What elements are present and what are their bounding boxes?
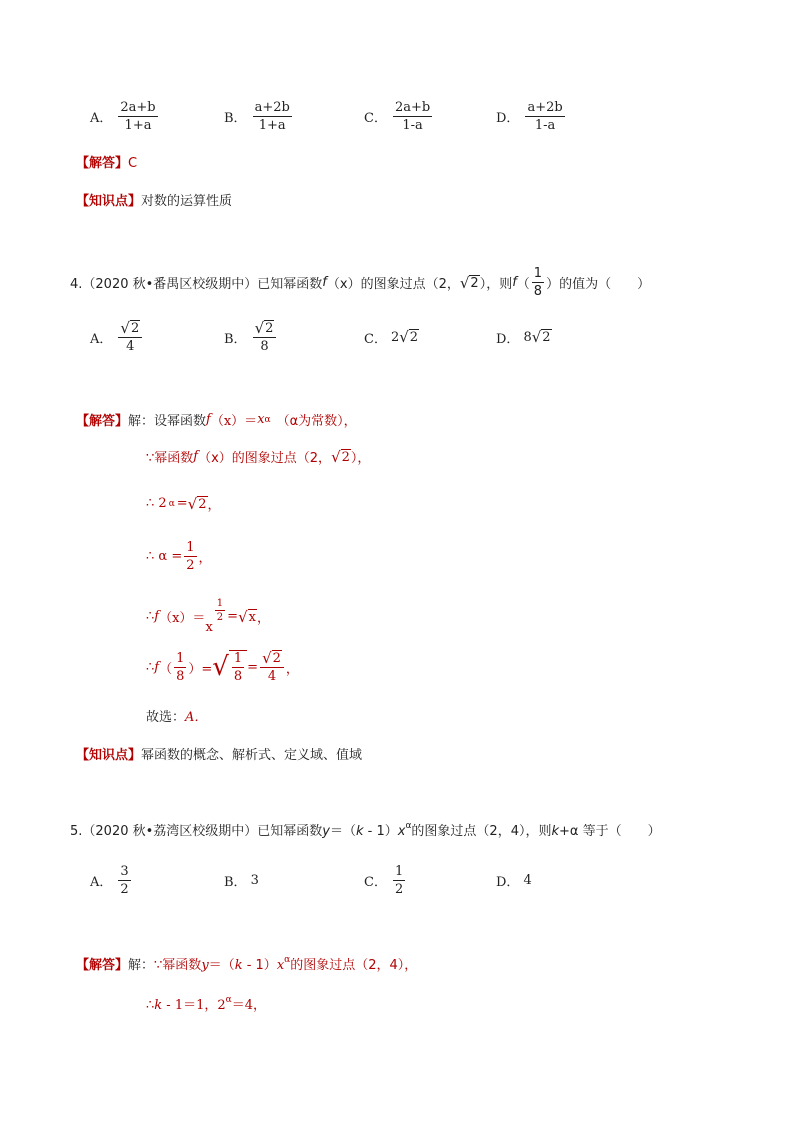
fraction-numerator: 2a+b	[120, 99, 156, 115]
solution-text: =	[247, 659, 259, 675]
option-label: C．	[364, 331, 387, 347]
fraction	[184, 540, 196, 573]
radicand: x	[248, 609, 256, 625]
solution-f: f	[193, 449, 199, 464]
solution-var: k	[234, 958, 243, 973]
solution-text: ∴	[146, 998, 155, 1013]
option-label: A．	[90, 110, 113, 126]
q5-option-a[interactable]	[90, 860, 133, 900]
fraction-denominator: 8	[533, 284, 543, 299]
fraction-denominator: 1-a	[402, 117, 423, 133]
fraction-numerator: 1	[216, 598, 224, 609]
fraction-numerator: √ 2	[253, 320, 277, 338]
option-label: D．	[496, 110, 520, 126]
fraction-numerator: √ 2	[260, 650, 284, 668]
fraction	[232, 651, 244, 684]
option-label: B．	[224, 331, 247, 347]
q5-option-c[interactable]	[364, 860, 407, 900]
fraction-numerator: a+2b	[254, 99, 290, 115]
option-value: 4	[523, 872, 532, 888]
solution-f: f	[154, 609, 160, 624]
conclusion-answer: A．	[185, 710, 208, 725]
q5-stem	[70, 820, 661, 839]
sqrt-expression: √ 2	[187, 494, 207, 513]
q4-solution-line-2	[146, 494, 221, 513]
solution-x: x	[257, 412, 265, 427]
fraction-denominator: 8	[233, 669, 243, 684]
solution-text: （x）的图象过点（2，	[198, 451, 332, 466]
fraction-denominator: 4	[267, 669, 277, 684]
solution-text: ∴ α =	[146, 549, 183, 564]
radicand: 2	[409, 330, 419, 345]
fraction	[393, 864, 405, 897]
option-label: D．	[496, 874, 520, 890]
solution-text: （x）＝	[159, 611, 206, 626]
solution-text: ∵幂函数	[154, 958, 202, 973]
q5-option-d[interactable]	[496, 860, 532, 900]
option-value: 3	[250, 872, 259, 888]
solution-var: k	[154, 998, 163, 1013]
stem-var: k	[551, 824, 559, 839]
q3-option-a[interactable]	[90, 96, 160, 136]
fraction	[253, 320, 277, 354]
fraction-numerator: 1	[394, 863, 404, 879]
solution-text: =	[227, 609, 239, 624]
fraction-numerator: √ 2	[118, 320, 142, 338]
q5-solution-intro	[76, 954, 417, 973]
q4-option-a[interactable]	[90, 317, 144, 357]
radicand: 2	[470, 275, 479, 291]
solution-text: （x）＝	[210, 414, 258, 429]
radicand: 2	[341, 449, 350, 465]
sqrt-expression: √ 2	[399, 328, 419, 346]
fraction-denominator: 2	[394, 881, 404, 897]
solution-text: ）=	[188, 661, 213, 677]
superscript: α	[405, 821, 412, 831]
fraction-numerator: 1	[233, 651, 243, 666]
fraction	[118, 100, 157, 133]
q4-option-c[interactable]	[364, 317, 419, 357]
knowledge-text: 幂函数的概念、解析式、定义域、值域	[141, 748, 363, 763]
q4-conclusion	[146, 706, 207, 725]
answer-tag: 【解答】	[76, 414, 129, 429]
solution-f: f	[206, 412, 211, 427]
solution-text: ＝（	[208, 958, 235, 973]
solution-text: （	[159, 661, 173, 677]
option-label: C．	[364, 110, 387, 126]
fraction	[253, 100, 292, 133]
knowledge-tag: 【知识点】	[76, 194, 142, 209]
fraction-numerator: 3	[120, 863, 129, 879]
q3-option-c[interactable]	[364, 96, 434, 136]
option-label: B．	[224, 110, 247, 126]
q4-stem	[70, 266, 650, 299]
fraction	[532, 266, 544, 299]
radicand: 2	[265, 321, 274, 336]
stem-text: ），则	[479, 277, 513, 292]
conclusion-text: 故选：	[146, 710, 186, 725]
fraction	[260, 650, 284, 684]
q4-solution-line-3	[146, 540, 212, 573]
solution-text: （α为常数），	[276, 414, 357, 429]
option-label: D．	[496, 331, 520, 347]
stem-text: ＝（	[330, 824, 357, 839]
fraction-denominator: 8	[260, 339, 269, 354]
fraction-denominator: 2	[216, 612, 224, 623]
solution-text: ＝4，	[231, 998, 267, 1013]
fraction-denominator: 2	[120, 881, 129, 897]
q5-solution-line-2	[146, 994, 266, 1013]
solution-text: ∴	[146, 659, 155, 675]
answer-tag: 【解答】	[76, 958, 129, 973]
answer-value: C	[128, 156, 138, 171]
fraction-denominator: 1-a	[534, 117, 556, 133]
radicand	[229, 650, 247, 684]
fraction	[118, 864, 130, 897]
stem-text: 5.（2020 秋•荔湾区校级期中）已知幂函数	[70, 824, 323, 839]
fraction-numerator: a+2b	[527, 99, 563, 115]
stem-text: 的图象过点（2，4），则	[411, 824, 552, 839]
q3-knowledge-point	[76, 190, 232, 209]
option-label: A．	[90, 874, 113, 890]
radicand: 2	[130, 321, 140, 336]
fraction-numerator: 1	[533, 266, 543, 281]
option-label: B．	[224, 874, 247, 890]
solution-text: ∴	[146, 609, 155, 624]
sqrt-expression: √ $\frac{1}{8}$	[212, 650, 247, 684]
fraction-denominator: 2	[186, 558, 195, 573]
sqrt-expression: √ 2	[331, 447, 350, 466]
fraction-exponent	[215, 598, 225, 623]
superscript: α	[225, 995, 232, 1005]
q4-knowledge-point	[76, 744, 362, 763]
q4-option-d[interactable]	[496, 317, 552, 357]
coefficient: 2	[390, 329, 400, 345]
sqrt-expression: √ x	[238, 607, 256, 626]
fraction	[118, 320, 142, 354]
q3-option-b[interactable]	[224, 96, 294, 136]
stem-text: （x）的图象过点（2，	[326, 277, 460, 292]
fraction-numerator: 1	[186, 540, 195, 555]
knowledge-tag: 【知识点】	[76, 748, 142, 763]
superscript: α	[284, 955, 291, 965]
q4-option-b[interactable]	[224, 317, 278, 357]
solution-text: 解：	[128, 958, 155, 973]
coefficient: 8	[523, 329, 532, 345]
solution-text: - 1＝1，2	[162, 998, 226, 1013]
superscript: α	[168, 498, 175, 509]
power-expression	[205, 598, 227, 635]
solution-text: ），	[350, 451, 371, 466]
q4-solution-line-4	[146, 598, 270, 635]
solution-text: =	[176, 496, 188, 511]
stem-text: +α 等于（ ）	[559, 824, 661, 839]
fraction-numerator: 2a+b	[394, 99, 431, 115]
solution-text: 的图象过点（2，4），	[290, 958, 418, 973]
stem-f: f	[322, 275, 327, 290]
option-label: C．	[364, 874, 387, 890]
fraction-denominator: 4	[126, 339, 135, 354]
fraction-denominator: 1+a	[124, 117, 152, 133]
stem-text: - 1）	[363, 824, 398, 839]
stem-var: x	[397, 824, 406, 839]
solution-text: ，	[256, 611, 270, 626]
solution-text: ∴ 2	[146, 496, 167, 511]
fraction	[174, 651, 186, 684]
radicand: 2	[198, 496, 207, 512]
q5-option-b[interactable]	[224, 860, 259, 900]
stem-text: ）的值为（ ）	[546, 277, 651, 292]
solution-f: f	[154, 659, 160, 675]
solution-text: ，	[285, 661, 299, 677]
radicand: 2	[542, 330, 551, 345]
fraction	[393, 100, 432, 133]
solution-text: - 1）	[242, 958, 277, 973]
radicand: 2	[272, 651, 281, 666]
fraction-denominator: 1+a	[258, 117, 286, 133]
stem-var: k	[356, 824, 364, 839]
option-label: A．	[90, 331, 113, 347]
answer-tag: 【解答】	[76, 156, 129, 171]
fraction-denominator: 8	[176, 668, 185, 684]
sqrt-expression: √ 2	[459, 273, 479, 292]
sqrt-expression: √ 2	[531, 328, 551, 346]
solution-text: ∵幂函数	[146, 451, 194, 466]
q4-solution-line-1	[146, 447, 370, 466]
stem-f: f	[512, 275, 517, 290]
stem-var: y	[322, 824, 330, 839]
stem-text: 4.（2020 秋•番禺区校级期中）已知幂函数	[70, 277, 323, 292]
base: x	[205, 620, 213, 635]
q3-answer	[76, 152, 137, 171]
knowledge-text: 对数的运算性质	[141, 194, 233, 209]
solution-text: ，	[198, 551, 212, 566]
fraction-numerator: 1	[176, 650, 185, 666]
q3-option-d[interactable]	[496, 96, 567, 136]
solution-text: ，	[207, 498, 221, 513]
fraction	[525, 100, 564, 133]
superscript: α	[264, 414, 271, 425]
q4-solution-intro	[76, 410, 357, 429]
q4-solution-line-5	[146, 650, 299, 684]
solution-var: x	[276, 958, 285, 973]
solution-text: 解：设幂函数	[128, 414, 207, 429]
solution-var: y	[201, 958, 209, 973]
stem-text: （	[516, 277, 530, 292]
